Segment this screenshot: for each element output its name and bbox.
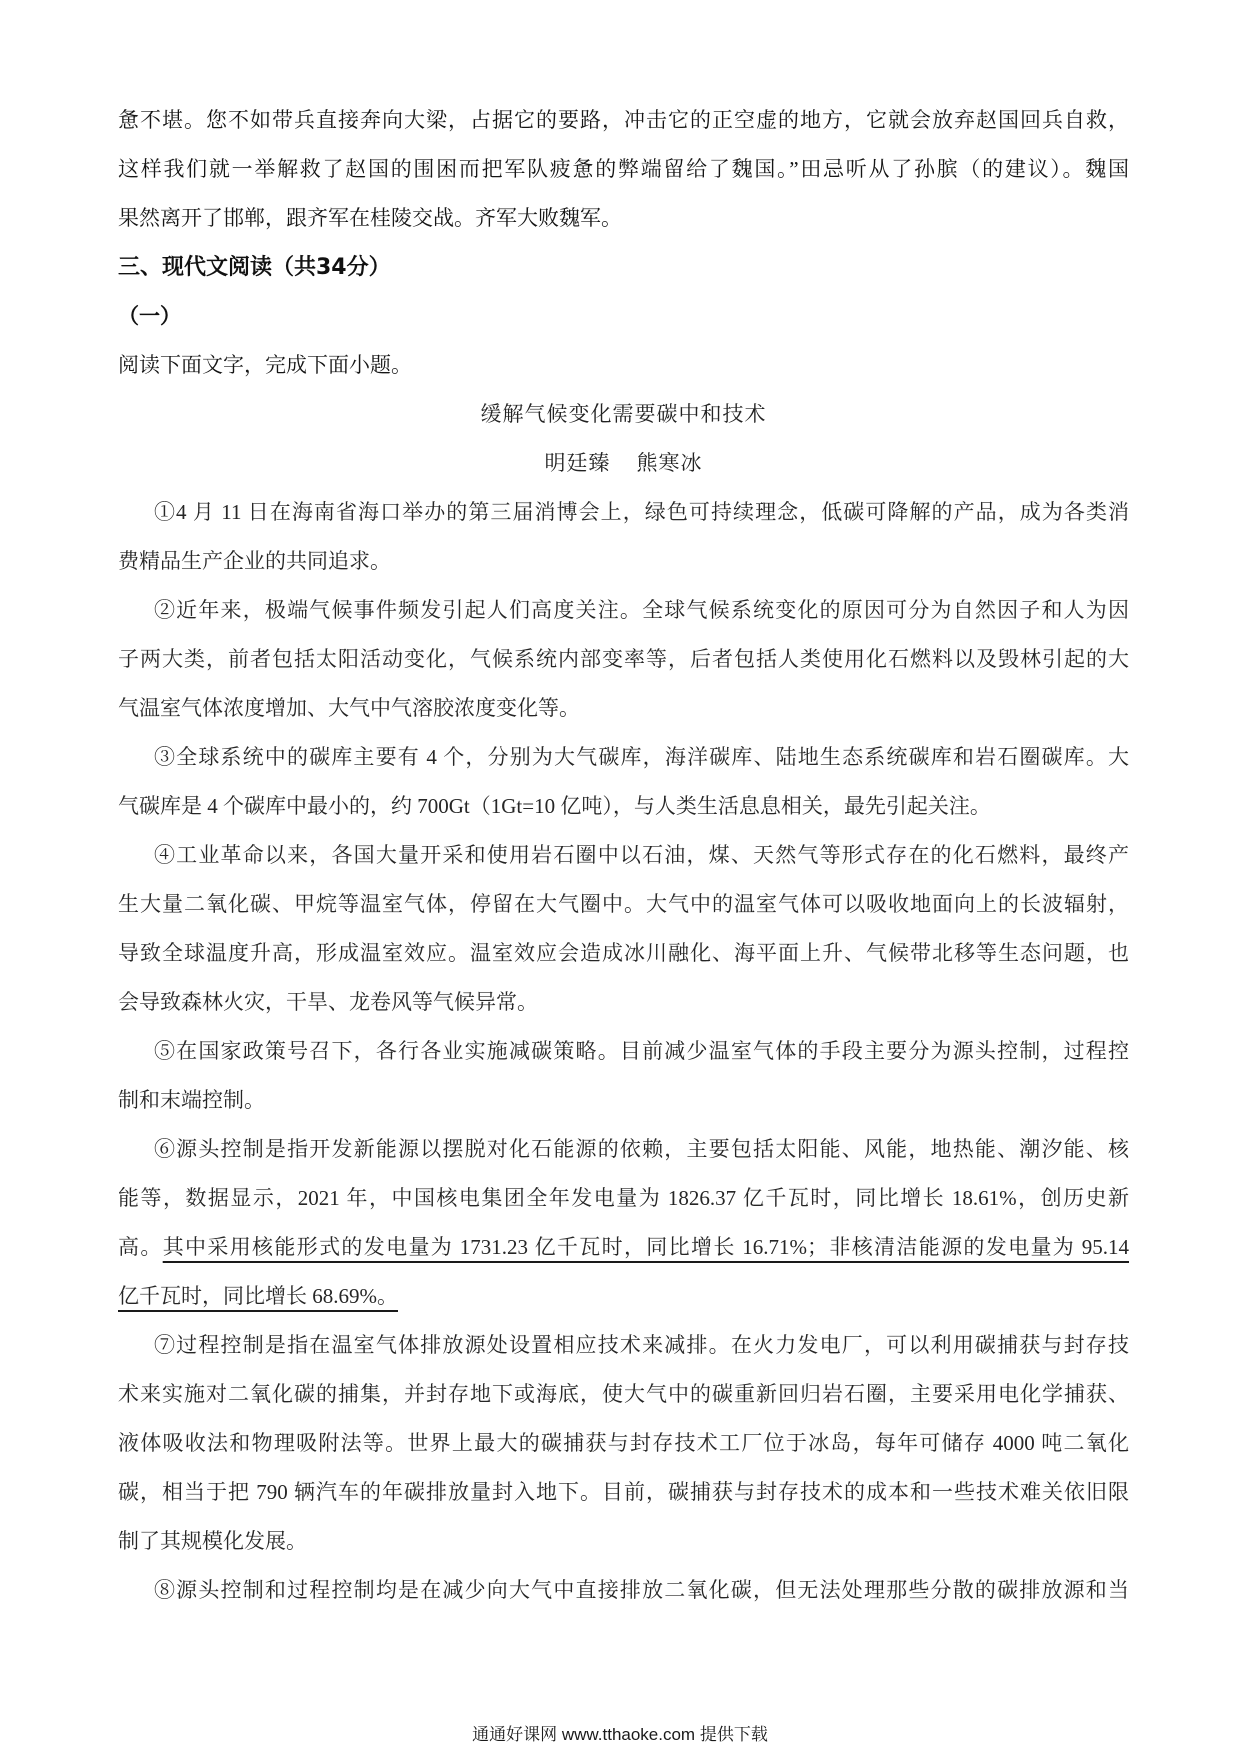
passage-line: 惫不堪。您不如带兵直接奔向大梁，占据它的要路，冲击它的正空虚的地方，它就会放弃赵国回兵自救， — [118, 108, 1129, 132]
paragraph-line: 气温室气体浓度增加、大气中气溶胶浓度变化等。 — [118, 696, 580, 720]
paragraph-line: ⑤在国家政策号召下，各行各业实施减碳策略。目前减少温室气体的手段主要分为源头控制，过程控 — [154, 1039, 1129, 1063]
paragraph-line: ②近年来，极端气候事件频发引起人们高度关注。全球气候系统变化的原因可分为自然因子和人为因 — [154, 598, 1129, 622]
passage-line: 果然离开了邯郸，跟齐军在桂陵交战。齐军大败魏军。 — [118, 206, 622, 230]
article-paragraph-7 — [118, 1321, 1129, 1566]
article-paragraph-3 — [118, 733, 1129, 831]
instruction-text: 阅读下面文字，完成下面小题。 — [118, 353, 412, 377]
underlined-sentence: 其中采用核能形式的发电量为 1731.23 亿千瓦时，同比增长 16.71%；非核清洁能源的发电量为 95.14 — [162, 1235, 1129, 1259]
paragraph-line: 生大量二氧化碳、甲烷等温室气体，停留在大气圈中。大气中的温室气体可以吸收地面向上的长波辐射， — [118, 892, 1129, 916]
paragraph-line: 气碳库是 4 个碳库中最小的，约 700Gt（1Gt=10 亿吨），与人类生活息息相关，最先引起关注。 — [118, 794, 991, 818]
previous-passage-translation — [118, 96, 1129, 243]
page-body — [118, 96, 1129, 1615]
paragraph-line: ④工业革命以来，各国大量开采和使用岩石圈中以石油，煤、天然气等形式存在的化石燃料，最终产 — [154, 843, 1129, 867]
article-paragraph-5 — [118, 1027, 1129, 1125]
article-title: 缓解气候变化需要碳中和技术 — [480, 402, 767, 426]
paragraph-line: 制和末端控制。 — [118, 1088, 265, 1112]
paragraph-line: ⑥源头控制是指开发新能源以摆脱对化石能源的依赖，主要包括太阳能、风能，地热能、潮汐能、核 — [154, 1137, 1129, 1161]
paragraph-line: 碳，相当于把 790 辆汽车的年碳排放量封入地下。目前，碳捕获与封存技术的成本和一些技术难关依旧限 — [118, 1480, 1129, 1504]
page-footer: 通通好课网 www.tthaoke.com 提供下载 — [472, 1725, 768, 1744]
paragraph-line: 子两大类，前者包括太阳活动变化，气候系统内部变率等，后者包括人类使用化石燃料以及毁林引起的大 — [118, 647, 1129, 671]
line-prefix-text: 高。 — [118, 1235, 163, 1259]
author-name: 熊寒冰 — [636, 451, 703, 475]
passage-line: 这样我们就一举解救了赵国的围困而把军队疲惫的弊端留给了魏国。”田忌听从了孙膑（的建议）。魏国 — [118, 157, 1129, 181]
paragraph-line: 费精品生产企业的共同追求。 — [118, 549, 391, 573]
paragraph-line: ⑧源头控制和过程控制均是在减少向大气中直接排放二氧化碳，但无法处理那些分散的碳排放源和当 — [154, 1578, 1129, 1602]
paragraph-line: ⑦过程控制是指在温室气体排放源处设置相应技术来减排。在火力发电厂，可以利用碳捕获与封存技 — [154, 1333, 1129, 1357]
section-heading: 三、现代文阅读（共34分） — [118, 255, 391, 280]
paragraph-line — [118, 1223, 1129, 1272]
paragraph-line: 导致全球温度升高，形成温室效应。温室效应会造成冰川融化、海平面上升、气候带北移等生态问题，也 — [118, 941, 1129, 965]
paragraph-line — [118, 1272, 1129, 1321]
paragraph-line: 制了其规模化发展。 — [118, 1529, 307, 1553]
article-paragraph-1 — [118, 488, 1129, 586]
paragraph-line: 会导致森林火灾，干旱、龙卷风等气候异常。 — [118, 990, 538, 1014]
paragraph-line: ①4 月 11 日在海南省海口举办的第三届消博会上，绿色可持续理念，低碳可降解的产品，成为各类消 — [154, 500, 1129, 524]
paragraph-line: ③全球系统中的碳库主要有 4 个，分别为大气碳库，海洋碳库、陆地生态系统碳库和岩石圈碳库。大 — [154, 745, 1129, 769]
paragraph-line: 液体吸收法和物理吸附法等。世界上最大的碳捕获与封存技术工厂位于冰岛，每年可储存 4000 吨二氧化 — [118, 1431, 1129, 1455]
article-paragraph-4 — [118, 831, 1129, 1027]
paragraph-line: 术来实施对二氧化碳的捕集，并封存地下或海底，使大气中的碳重新回归岩石圈，主要采用电化学捕获、 — [118, 1382, 1129, 1406]
underlined-sentence: 亿千瓦时，同比增长 68.69%。 — [118, 1284, 398, 1308]
paragraph-line: 能等，数据显示，2021 年，中国核电集团全年发电量为 1826.37 亿千瓦时，同比增长 18.61%，创历史新 — [118, 1186, 1129, 1210]
subsection-heading: （一） — [118, 304, 181, 328]
article-paragraph-2 — [118, 586, 1129, 733]
author-name: 明廷臻 — [544, 451, 611, 475]
article-authors — [118, 439, 1129, 488]
article-paragraph-6 — [118, 1125, 1129, 1321]
article-paragraph-8 — [118, 1566, 1129, 1615]
